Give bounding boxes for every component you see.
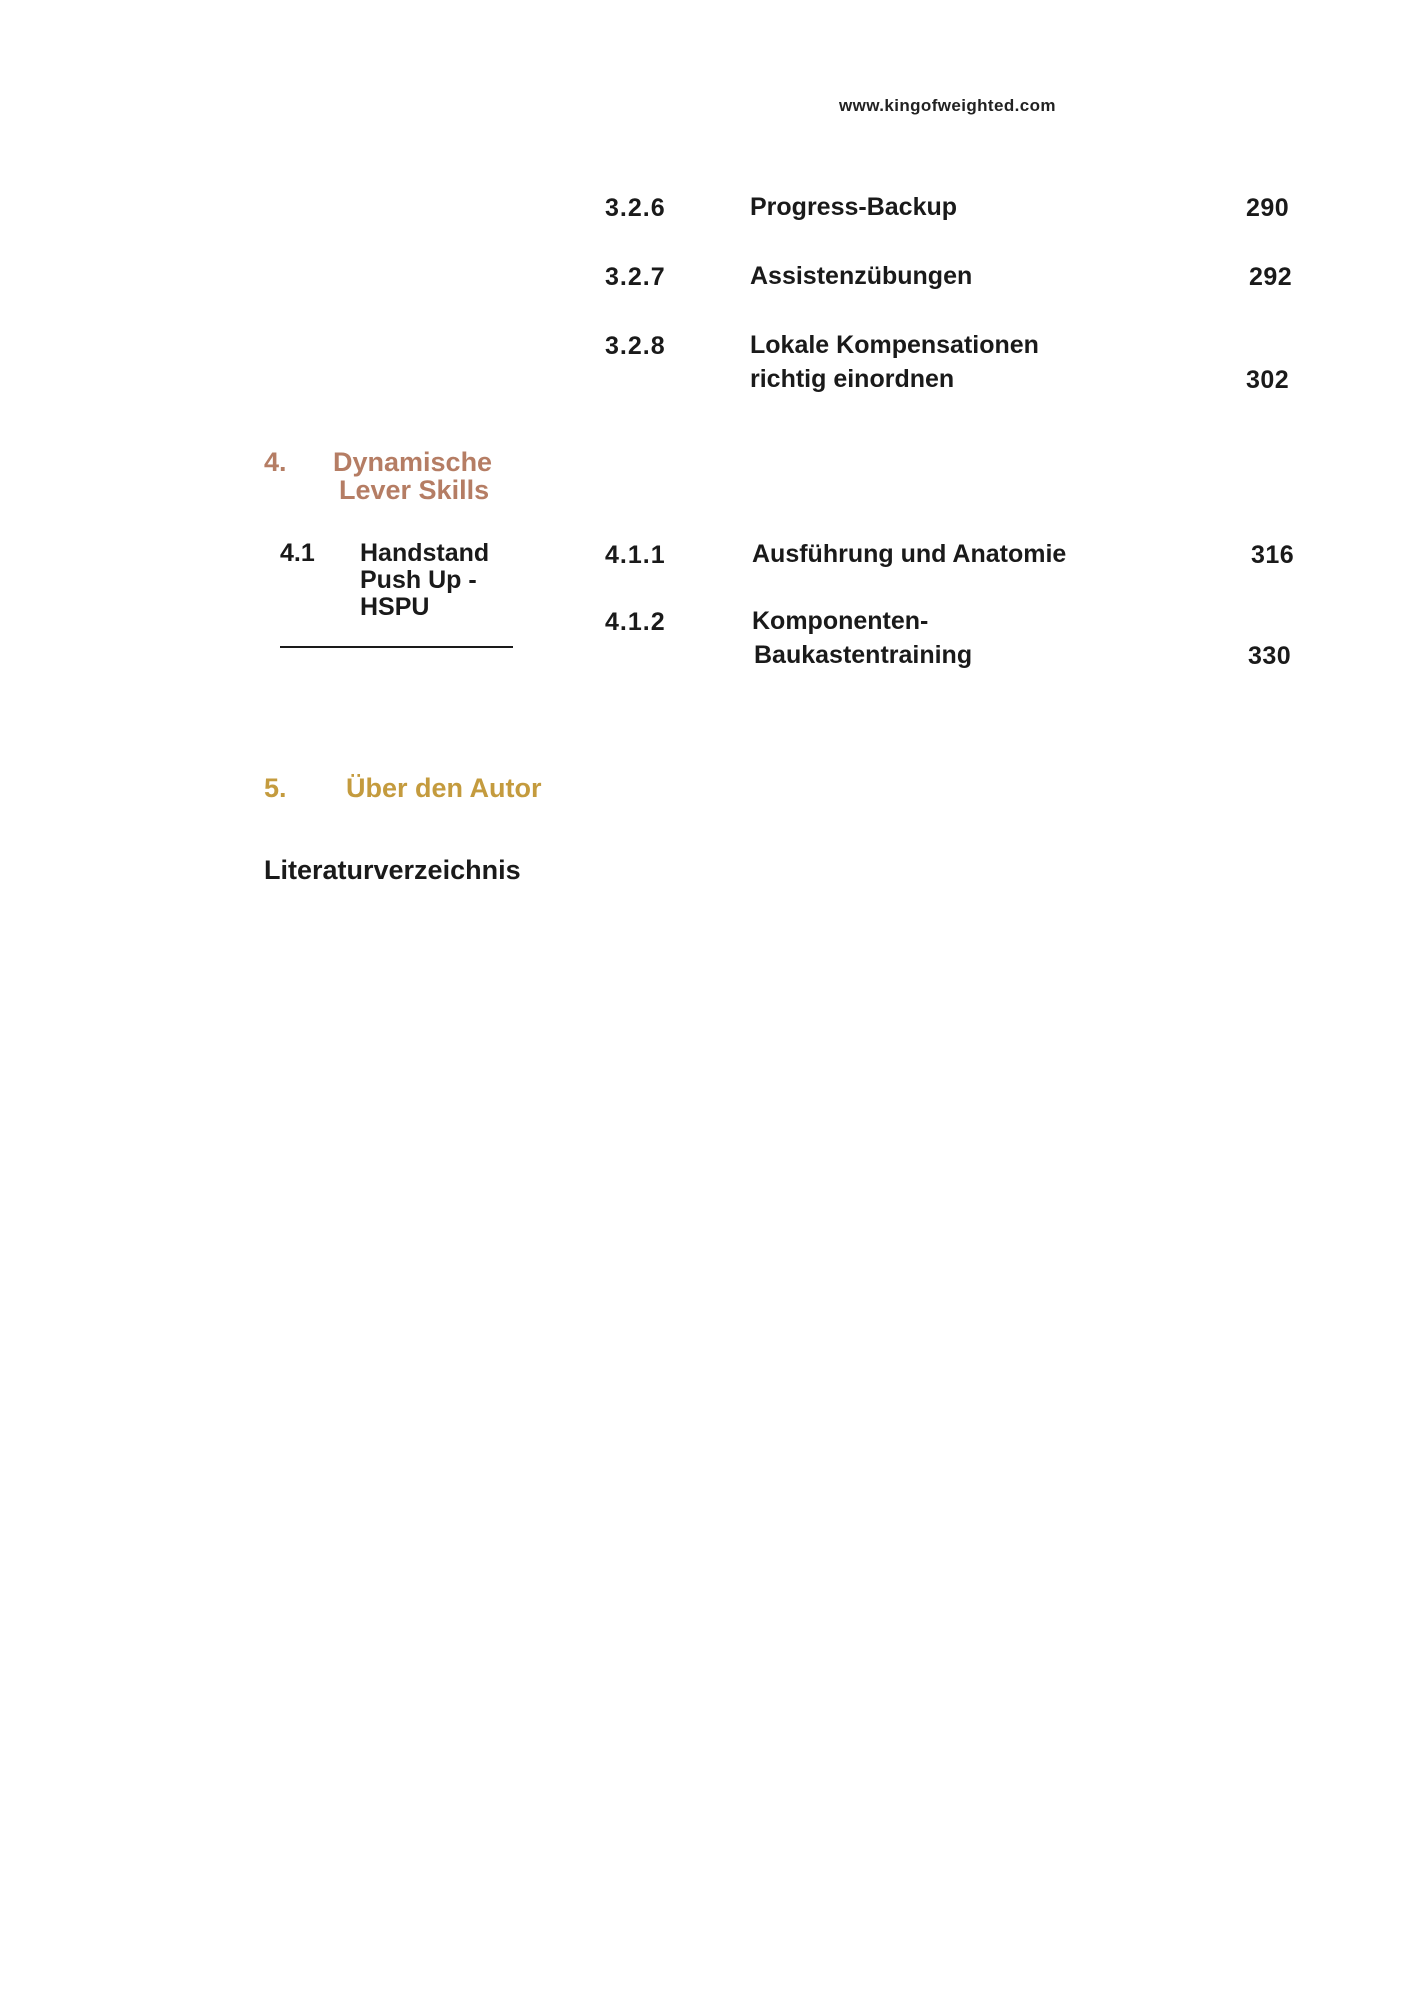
section-divider — [280, 646, 513, 648]
toc-page: 316 — [1251, 541, 1295, 569]
section-title: Push Up - — [360, 566, 477, 594]
section-number: 4.1 — [280, 539, 315, 567]
chapter-number: 4. — [264, 447, 287, 477]
toc-title: Baukastentraining — [754, 641, 973, 669]
toc-title: richtig einordnen — [750, 365, 955, 393]
toc-number: 3.2.7 — [605, 263, 666, 291]
toc-page: 330 — [1248, 642, 1292, 670]
chapter-number: 5. — [264, 773, 287, 803]
chapter-title: Über den Autor — [346, 773, 542, 803]
toc-title: Assistenzübungen — [750, 262, 973, 290]
literature-heading: Literaturverzeichnis — [264, 855, 521, 885]
toc-title: Progress-Backup — [750, 193, 958, 221]
toc-number: 4.1.1 — [605, 541, 666, 569]
toc-title: Lokale Kompensationen — [750, 331, 1039, 359]
header-url: www.kingofweighted.com — [839, 96, 1056, 115]
section-title: HSPU — [360, 593, 430, 621]
toc-number: 3.2.8 — [605, 332, 666, 360]
toc-page: 292 — [1249, 263, 1293, 291]
section-title: Handstand — [360, 539, 490, 567]
toc-title: Ausführung und Anatomie — [752, 540, 1067, 568]
chapter-title: Dynamische — [333, 447, 493, 477]
toc-number: 3.2.6 — [605, 194, 666, 222]
toc-page: 302 — [1246, 366, 1290, 394]
toc-title: Komponenten- — [752, 607, 929, 635]
toc-page: 290 — [1246, 194, 1290, 222]
chapter-title: Lever Skills — [339, 475, 490, 505]
toc-number: 4.1.2 — [605, 608, 666, 636]
